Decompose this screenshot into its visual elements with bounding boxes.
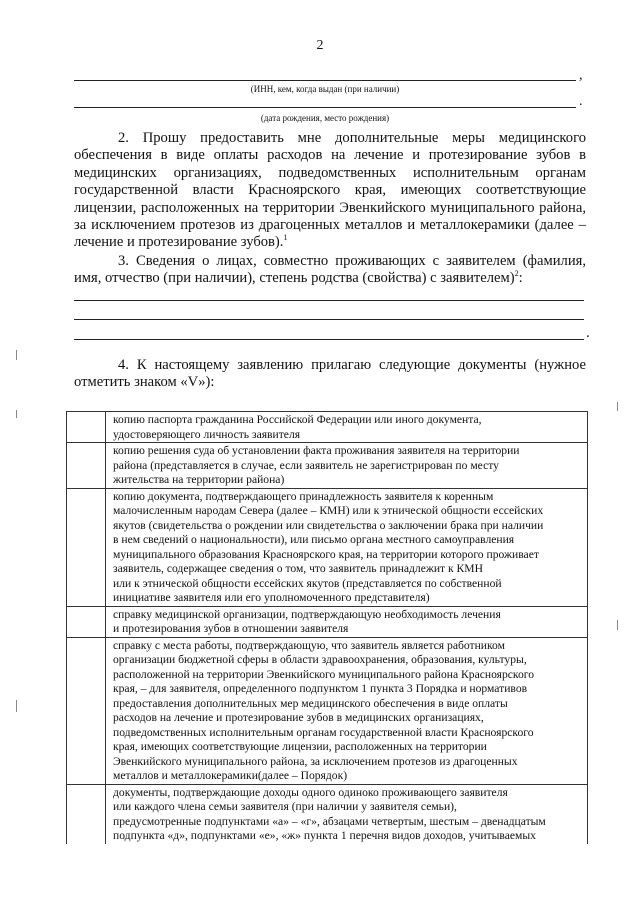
birth-field-hint: (дата рождения, место рождения) xyxy=(260,113,390,123)
birth-line-period: . xyxy=(579,94,583,109)
inn-field-hint: (ИНН, кем, когда выдан (при наличии) xyxy=(250,84,400,94)
document-line: копию решения суда об установлении факта проживания заявителя на территории xyxy=(113,444,520,457)
page-number: 2 xyxy=(316,38,324,53)
document-description xyxy=(106,637,588,784)
scan-mark xyxy=(16,410,17,418)
document-line: подведомственных исполнительным органам государственной власти Красноярского xyxy=(113,725,534,739)
checkbox-cell[interactable] xyxy=(67,443,106,489)
document-line: края, имеющих соответствующие лицензии, расположенных на территории xyxy=(113,740,487,753)
document-line: края, – для заявителя, определенного подпунктом 1 пункта 3 Порядка и нормативов xyxy=(113,682,528,695)
paragraph-3 xyxy=(74,253,586,288)
document-line: предоставления дополнительных мер медицинского обеспечения в виде оплаты xyxy=(113,696,508,710)
cohabitants-line-3[interactable] xyxy=(74,339,584,340)
scan-mark xyxy=(16,350,17,360)
document-line: малочисленным народам Севера (далее – КМН) или к этнической общности ессейских xyxy=(113,504,544,517)
document-line: копию документа, подтверждающего принадлежность заявителя к коренным xyxy=(113,489,494,503)
document-description xyxy=(106,412,588,443)
paragraph-2-text: 2. Прошу предоставить мне дополнительные меры медицинского обеспечения в виде оплаты расходов на лечение и протезирование зубов в медицинских организациях, подведомственных исполнительным органам государственной власти Красноярского края, имеющих соответствующие лицензии, расположенных на территории Эвенкийского муниципального района, за исключением протезов из драгоценных металлов и металлокерамики (далее – лечение и протезирование зубов). xyxy=(74,130,586,251)
footnote-1-mark: 1 xyxy=(283,233,288,243)
checkbox-cell[interactable] xyxy=(67,412,106,443)
checkbox-cell[interactable] xyxy=(67,784,106,844)
paragraph-4-text: 4. К настоящему заявлению прилагаю следующие документы (нужное отметить знаком «V»): xyxy=(74,357,586,391)
document-line: подпункта «д», подпунктами «е», «ж» пункта 1 перечня видов доходов, учитываемых xyxy=(113,829,536,842)
document-row-court-decision xyxy=(67,443,588,489)
document-description xyxy=(106,488,588,606)
documents-checklist-table xyxy=(66,411,588,844)
inn-line-comma: , xyxy=(579,68,583,83)
document-line: предусмотренные подпунктами «а» – «г», абзацами четвертым, шестым – двенадцатым xyxy=(113,814,546,828)
paragraph-3-text: 3. Сведения о лицах, совместно проживающих с заявителем (фамилия, имя, отчество (при наличии), степень родства (свойства) с заявителем) xyxy=(74,253,586,287)
document-line: и протезирования зубов в отношении заявителя xyxy=(113,622,349,635)
document-line: металлов и металлокерамики(далее – Порядок) xyxy=(113,769,348,782)
document-description xyxy=(106,606,588,637)
document-line: или к этнической общности ессейских якутов (представляется по собственной xyxy=(113,576,502,590)
document-line: Эвенкийского муниципального района, за исключением протезов из драгоценных xyxy=(113,754,518,768)
document-line: расходов на лечение и протезирование зубов в медицинских организациях, xyxy=(113,711,484,724)
document-row-employment-certificate xyxy=(67,637,588,784)
scan-mark xyxy=(16,700,17,712)
cohabitants-end-period: . xyxy=(586,325,590,341)
inn-fill-line[interactable] xyxy=(74,80,576,81)
document-line: копию паспорта гражданина Российской Федерации или иного документа, xyxy=(113,413,482,426)
document-line: заявитель, содержащее сведения о том, что заявитель принадлежит к КМН xyxy=(113,562,483,575)
scan-mark xyxy=(617,402,618,411)
document-line: инициативе заявителя или его уполномоченного представителя) xyxy=(113,591,430,604)
document-description xyxy=(106,443,588,489)
cohabitants-line-1[interactable] xyxy=(74,300,584,301)
document-line: справку медицинской организации, подтверждающую необходимость лечения xyxy=(113,607,501,621)
document-line: района (представляется в случае, если заявитель не зарегистрирован по месту xyxy=(113,458,499,472)
checkbox-cell[interactable] xyxy=(67,606,106,637)
document-line: муниципального образования Красноярского края, на территории которого проживает xyxy=(113,547,539,561)
footnote-2-mark: 2 xyxy=(514,269,519,279)
document-row-medical-certificate xyxy=(67,606,588,637)
document-line: жительства на территории района) xyxy=(113,473,285,486)
document-line: якутов (свидетельства о рождении или свидетельства о заключении брака при наличии xyxy=(113,518,544,532)
document-description xyxy=(106,784,588,844)
document-line: или каждого члена семьи заявителя (при наличии у заявителя семьи), xyxy=(113,800,457,813)
document-row-passport xyxy=(67,412,588,443)
checkbox-cell[interactable] xyxy=(67,488,106,606)
document-line: расположенной на территории Эвенкийского муниципального района Красноярского xyxy=(113,667,535,681)
document-line: в нем сведений о национальности), или письмо органа местного самоуправления xyxy=(113,533,515,546)
checkbox-cell[interactable] xyxy=(67,637,106,784)
document-line: справку с места работы, подтверждающую, что заявитель является работником xyxy=(113,638,505,652)
paragraph-3-colon: : xyxy=(518,270,523,287)
scan-mark xyxy=(617,620,618,630)
birth-fill-line[interactable] xyxy=(74,107,576,108)
document-row-kmn-proof xyxy=(67,488,588,606)
document-line: документы, подтверждающие доходы одного одиноко проживающего заявителя xyxy=(113,785,508,799)
cohabitants-line-2[interactable] xyxy=(74,319,584,320)
document-line: организации бюджетной сферы в области здравоохранения, образования, культуры, xyxy=(113,653,527,666)
paragraph-2 xyxy=(74,130,586,252)
document-line: удостоверяющего личность заявителя xyxy=(113,427,301,441)
document-row-income-proof xyxy=(67,784,588,844)
paragraph-4 xyxy=(74,357,586,392)
